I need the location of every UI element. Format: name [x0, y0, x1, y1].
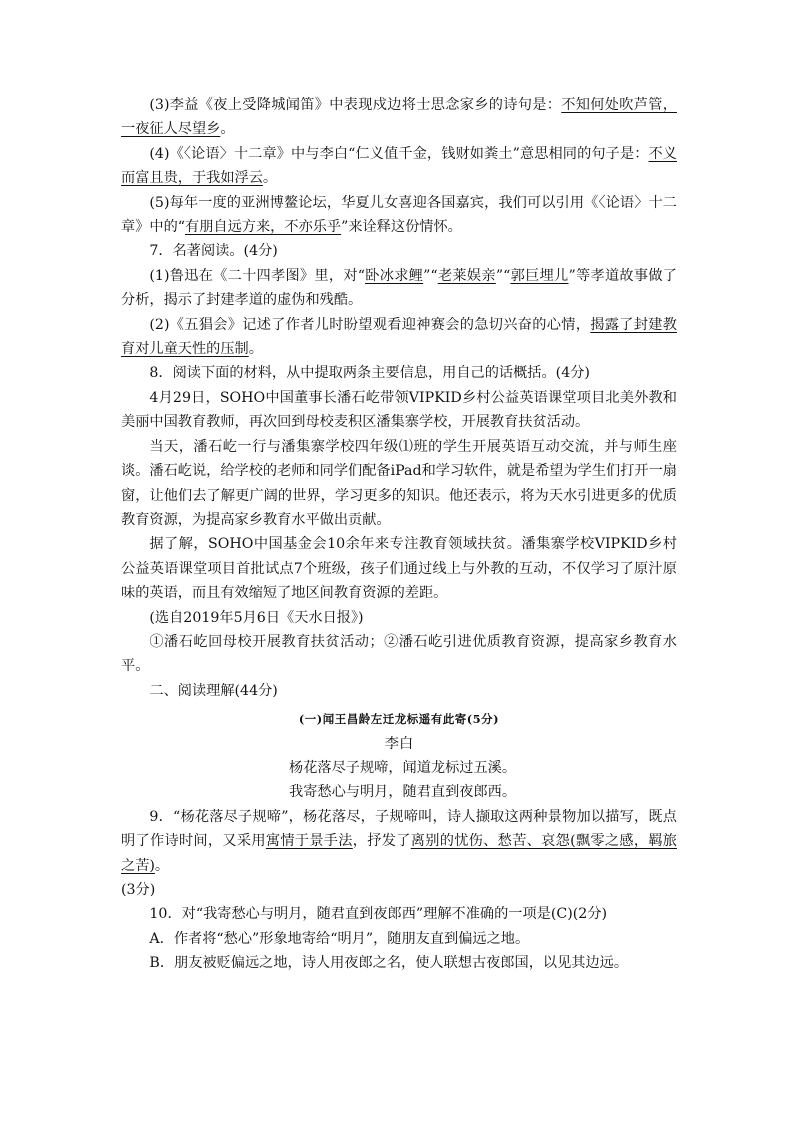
question-8-answer: ①潘石屹回母校开展教育扶贫活动；②潘石屹引进优质教育资源，提高家乡教育水平。	[121, 633, 677, 675]
poem-author: 李白	[384, 735, 414, 752]
question-3-answer: 不知何处吹芦管，一夜征人尽望乡	[121, 97, 677, 138]
q7-p1-end: ”等孝道故事做了分析，揭示了封建孝道的虚伪和残酷。	[121, 267, 677, 309]
question-3-end: 。	[220, 121, 235, 138]
q9-answer-2: 离别的忧伤、愁苦、哀怨(飘零之感，羁旅之苦)	[121, 833, 677, 874]
q9-end: 。	[154, 857, 170, 874]
section-2-heading: 二、阅读理解(44分)	[149, 682, 278, 699]
q7-p1-lead: (1)鲁迅在《二十四孝图》里，对“	[149, 267, 366, 284]
q7-answer-a: 卧冰求鲤	[365, 267, 424, 284]
q7-answer-c: 郭巨埋儿	[510, 267, 569, 284]
question-5-answer: 有朋自远方来，不亦乐乎	[185, 219, 342, 236]
q9-mid: ，抒发了	[352, 833, 411, 850]
question-9-score: (3分)	[121, 882, 156, 898]
question-8-paragraph-2: 当天，潘石屹一行与潘集寨学校四年级⑴班的学生开展英语互动交流，并与师生座谈。潘石屹说，给学校的老师和同学们配备iPad和学习软件，就是希望为学生们打开一扇窗，让他们去了解更广阔的世界，学习更多的知识。他还表示，将为天水引进更多的优质教育资源，为提高家乡教育水平做出贡献。	[121, 438, 677, 528]
question-7-part-2	[121, 313, 677, 362]
q7-p2-answer: 揭露了封建教育对儿童天性的压制	[121, 316, 677, 358]
q9-answer-1: 寓情于景手法	[265, 833, 353, 850]
question-10-stem	[121, 902, 677, 926]
q10-answer: C	[556, 906, 568, 923]
question-10-option-b: B．朋友被贬偏远之地，诗人用夜郎之名，使人联想古夜郎国，以见其边远。	[149, 955, 629, 972]
q10-stem-lead: 10．对“我寄愁心与明月，随君直到夜郎西”理解不准确的一项是(	[149, 906, 557, 923]
question-10-option-a: A．作者将“愁心”形象地寄给“明月”，随朋友直到偏远之地。	[149, 930, 530, 947]
question-5-stem: (5)每年一度的亚洲博鳌论坛，华夏儿女喜迎各国嘉宾，我们可以引用《〈论语〉十二章》中的“	[121, 194, 677, 236]
question-3	[121, 93, 677, 142]
q7-p1-sep2: ”“	[495, 267, 511, 284]
q7-p1-sep1: ”“	[423, 267, 438, 284]
question-7-part-1	[121, 264, 677, 313]
poem-title: (一)闻王昌龄左迁龙标遥有此寄(5分)	[298, 712, 500, 727]
question-8-paragraph-3: 据了解，SOHO中国基金会10余年来专注教育领域扶贫。潘集寨学校VIPKID乡村公益英语课堂项目首批试点7个班级，孩子们通过线上与外教的互动，不仅学习了原汁原味的英语，而且有效缩短了地区间教育资源的差距。	[121, 536, 677, 602]
poem-line-1: 杨花落尽子规啼，闻道龙标过五溪。	[289, 759, 517, 776]
question-3-stem: (3)李益《夜上受降城闻笛》中表现戍边将士思念家乡的诗句是：	[149, 97, 562, 113]
question-4	[121, 142, 677, 191]
q7-answer-b: 老莱娱亲	[437, 267, 496, 284]
question-8-heading: 8．阅读下面的材料，从中提取两条主要信息，用自己的话概括。(4分)	[149, 365, 590, 382]
q7-p2-lead: (2)《五猖会》记述了作者儿时盼望观看迎神赛会的急切兴奋的心情，	[149, 316, 591, 333]
question-9	[121, 805, 677, 878]
q9-stem: 9．“杨花落尽子规啼”，杨花落尽，子规啼叫，诗人撷取这两种景物加以描写，既点明了作诗时间，又采用	[121, 808, 677, 850]
question-4-answer: 不义而富且贵，于我如浮云	[121, 145, 677, 187]
question-7-heading: 7．名著阅读。(4分)	[149, 243, 278, 260]
question-5-end: ”来诠释这份情怀。	[341, 219, 462, 236]
document-page	[121, 93, 677, 976]
question-4-stem: (4)《〈论语〉十二章》中与李白“仁义值千金，钱财如粪土”意思相同的句子是：	[149, 145, 649, 162]
poem-line-2: 我寄愁心与明月，随君直到夜郎西。	[289, 784, 517, 801]
question-8-paragraph-1: 4月29日，SOHO中国董事长潘石屹带领VIPKID乡村公益英语课堂项目北美外教和美丽中国教育教师，再次回到母校麦积区潘集寨学校，开展教育扶贫活动。	[121, 389, 677, 431]
question-5	[121, 191, 677, 240]
q7-p2-end: 。	[248, 341, 263, 358]
question-8-source: (选自2019年5月6日《天水日报》)	[149, 609, 364, 626]
question-4-end: 。	[262, 170, 278, 187]
q10-stem-end: )(2分)	[567, 906, 608, 923]
